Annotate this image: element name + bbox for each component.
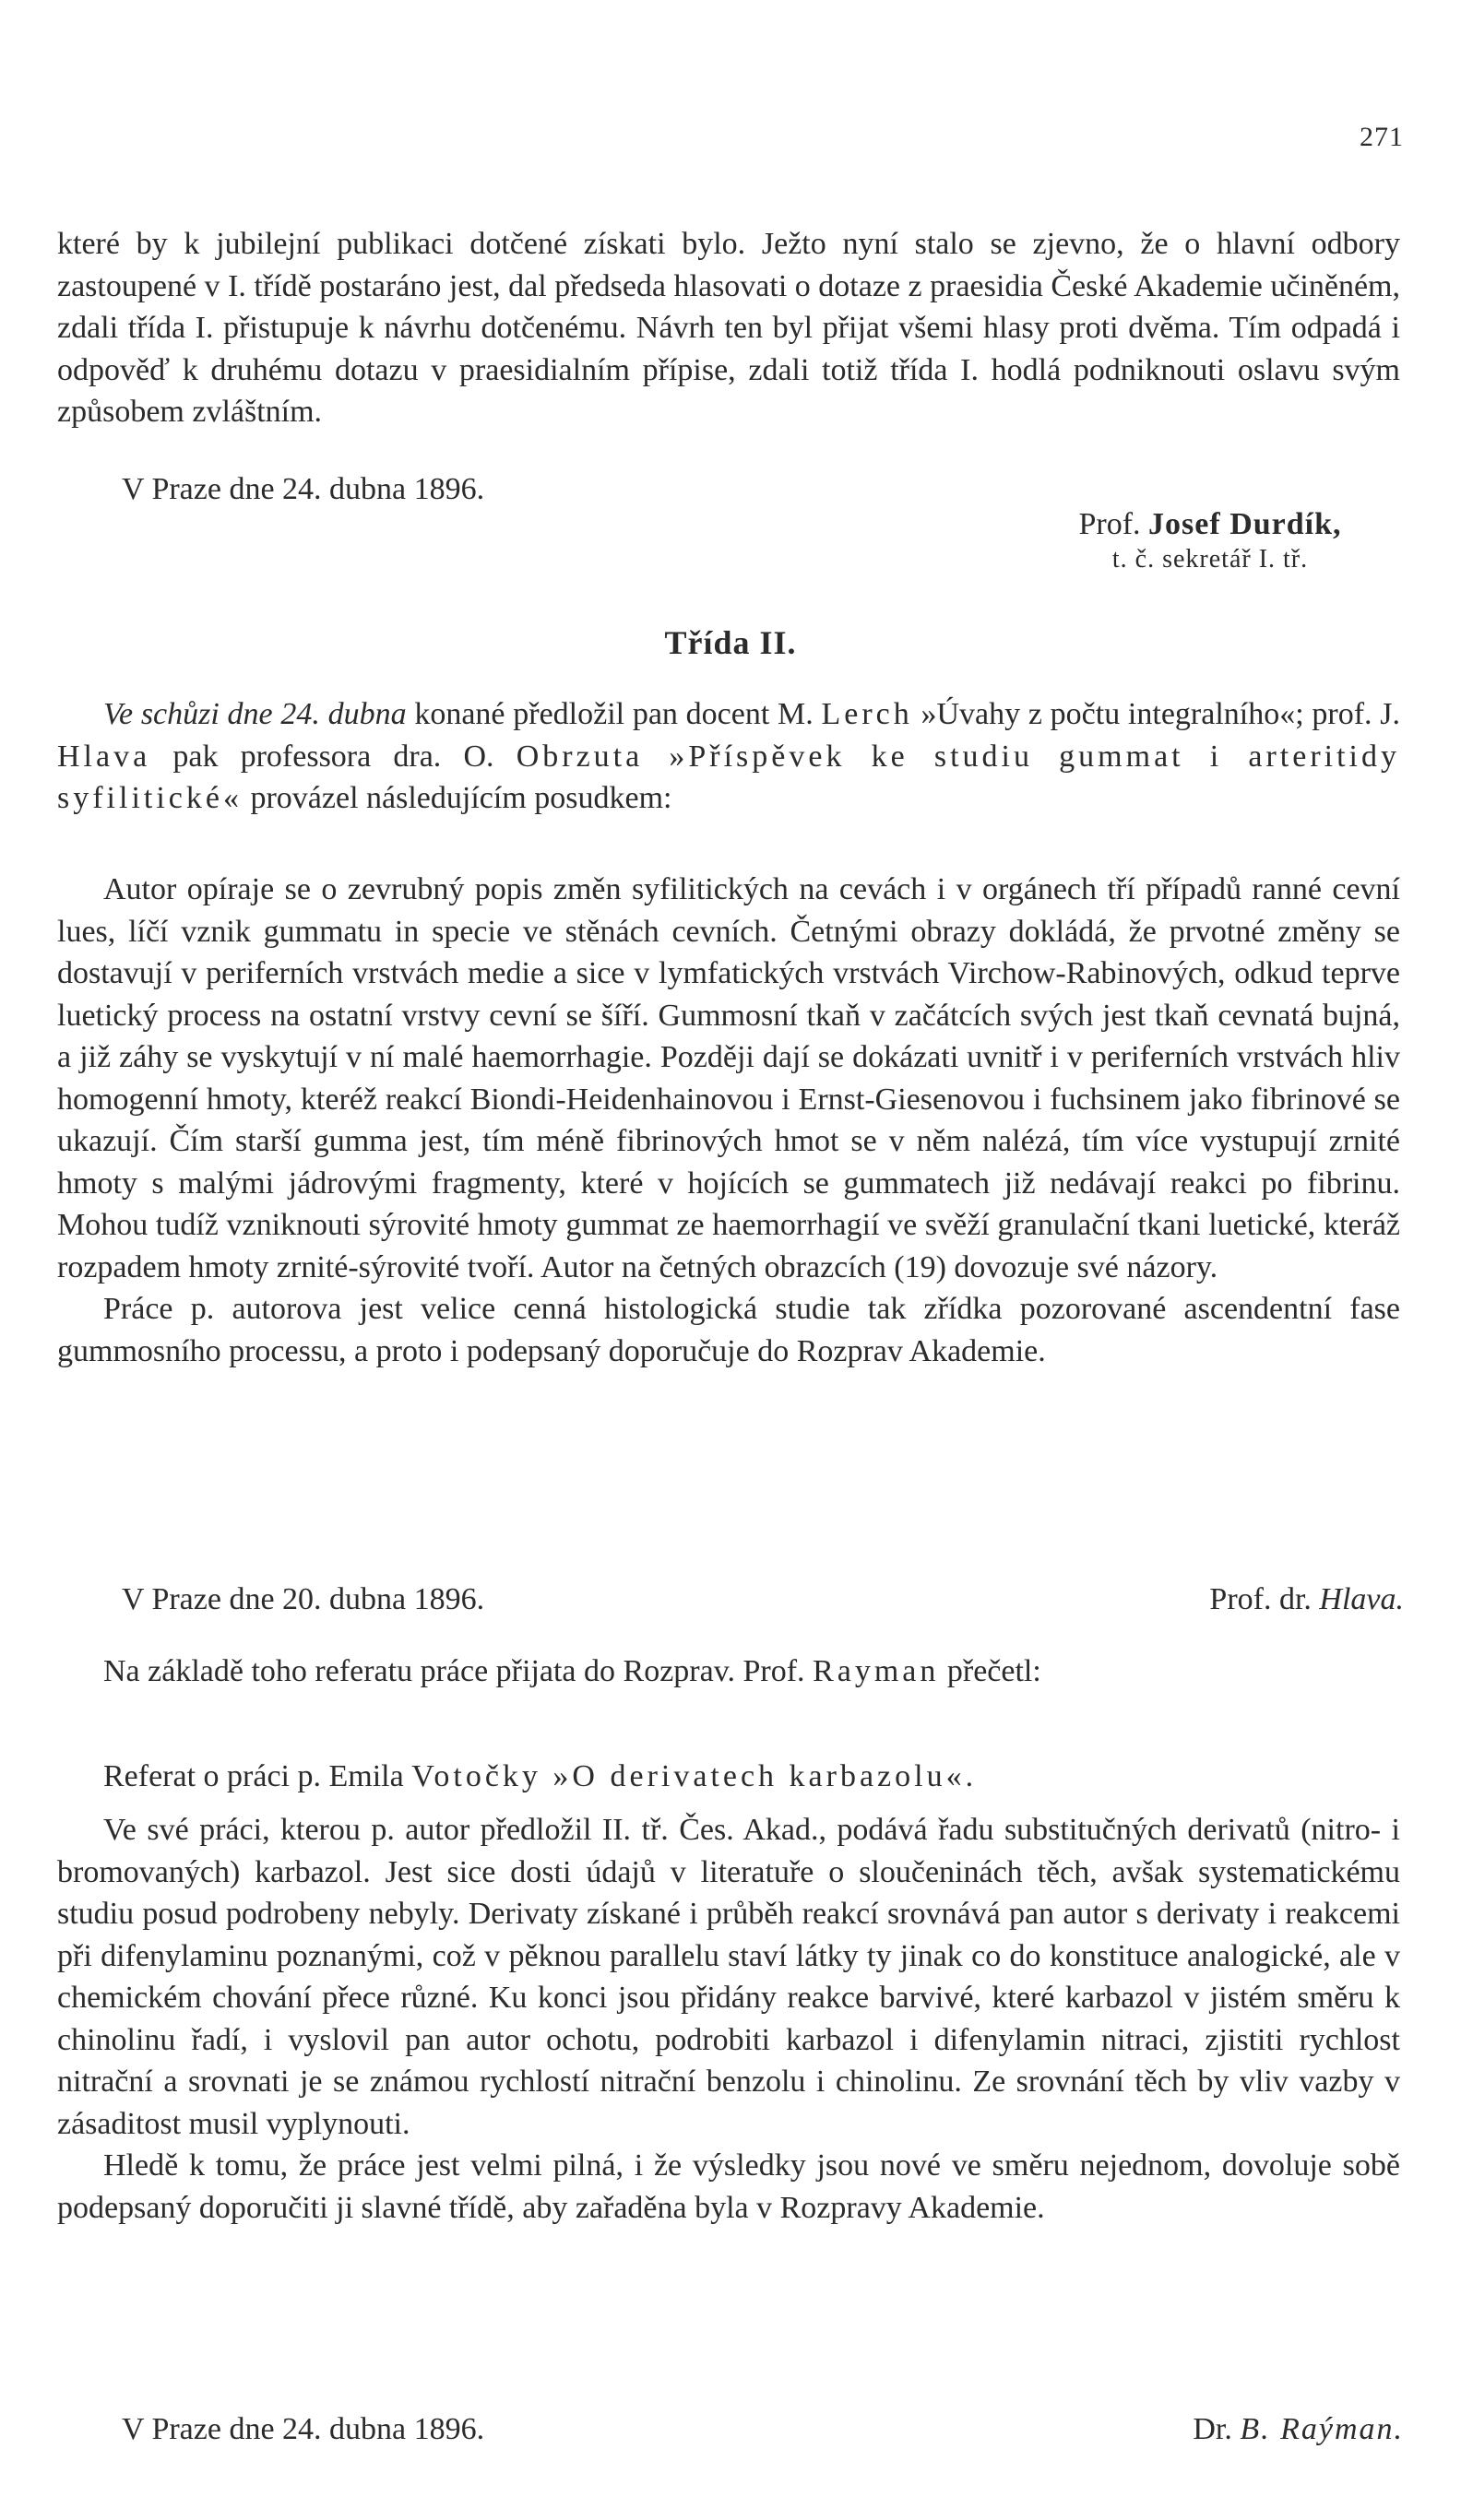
review-date: V Praze dne 20. dubna 1896.: [122, 1582, 485, 1616]
basis-block: [57, 1650, 1400, 1693]
review-sig-prefix: Prof. dr.: [1209, 1582, 1320, 1616]
author-name: Hlava: [57, 739, 151, 774]
reviewer-name: Rayman: [813, 1654, 940, 1688]
review-paragraph: Práce p. autorova jest velice cenná histologická studie tak zřídka pozorované ascendentní fase gummosního processu, a proto i podepsaný doporučuje do Rozprav Akademie.: [57, 1292, 1400, 1368]
referat-author: Votočky: [411, 1759, 541, 1793]
referat-sig-prefix: Dr.: [1193, 2412, 1241, 2446]
work-title: »Příspěvek ke studiu gummat i arteritidy syfilitické«: [57, 739, 1400, 815]
referat-signature: [1193, 2408, 1404, 2450]
session-date: Ve schůzi dne 24. dubna: [103, 697, 407, 731]
referat-sig-name: B. Raýman.: [1240, 2412, 1404, 2446]
referat-dateline: [122, 2408, 1404, 2450]
basis-text: přečetl:: [939, 1654, 1041, 1688]
referat-title: »O derivatech karbazolu«.: [540, 1759, 978, 1793]
review-dateline: [122, 1579, 1404, 1620]
signature-role: t. č. sekretář I. tř.: [1111, 545, 1309, 574]
review-paragraph: Autor opíraje se o zevrubný popis změn syfilitických na cevách i v orgánech tří případů ranné cevní lues, líčí vznik gummatu in specie ve stěnách cevních. Četnými obrazy dokládá, že prvotné změny se dostavují v periferních vrstvách medie a sice v lymfatických vrstvách Virchow-Rabinových, odkud teprve luetický process na ostatní vrstvy cevní se šíří. Gummosní tkaň v začátcích svých jest tkaň cevnatá bujná, a již záhy se vyskytují v ní malé haemorrhagie. Později dají se dokázati uvnitř i v periferních vrstvách hliv homogenní hmoty, kteréž reakcí Biondi-Heidenhainovou i Ernst-Giesenovou i fuchsinem jako fibrinové se ukazují. Čím starší gumma jest, tím méně fibrinových hmot se v něm nalézá, tím více vystupují zrnité hmoty s malými jádrovými fragmenty, které v hojících se gummatech již nedávají reakci po fibrinu. Mohou tudíž vzniknouti sýrovité hmoty gummat ze haemorrhagií ve svěží granulační tkani luetické, kteráž rozpadem hmoty zrnité-sýrovité tvoří. Autor na četných obrazcích (19) dovozuje své názory.: [57, 872, 1400, 1284]
basis-paragraph: [57, 1650, 1400, 1693]
class2-heading: Třída II.: [664, 624, 797, 661]
class2-intro: [57, 693, 1400, 820]
signature-name: Josef Durdík,: [1148, 507, 1342, 541]
referat-prefix: Referat o práci p. Emila: [103, 1759, 412, 1793]
review-block: [57, 869, 1400, 1372]
class1-paragraph-block: [57, 223, 1400, 433]
class1-date: V Praze dne 24. dubna 1896.: [122, 472, 485, 506]
basis-text: Na základě toho referatu práce přijata do Rozprav. Prof.: [103, 1654, 814, 1688]
referat-date: V Praze dne 24. dubna 1896.: [122, 2412, 485, 2446]
referat-paragraph: Ve své práci, kterou p. autor předložil II. tř. Čes. Akad., podává řadu substitučných derivatů (nitro- i bromovaných) karbazol. Jest sice dosti údajů v literatuře o sloučeninách těch, avšak systematickému studiu posud podrobeny nebyly. Derivaty získané i průběh reakcí srovnává pan autor s derivaty i reakcemi při difenylaminu poznanými, což v pěknou parallelu staví látky ty jinak co do konstituce analogické, ale v chemickém chování přece různé. Ku konci jsou přidány reakce barvivé, které karbazol v jistém směru k chinolinu řadí, i vyslovil pan autor ochotu, podrobiti karbazol i difenylamin nitraci, zjistiti rychlost nitrační a srovnati je se známou rychlostí nitrační benzolu i chinolinu. Ze srovnání těch by vliv vazby v zásaditost musil vyplynouti.: [57, 1813, 1400, 2141]
intro-text: »Úvahy z počtu integralního«; prof. J.: [912, 697, 1401, 731]
intro-text: konané předložil pan docent M.: [406, 697, 822, 731]
intro-text: pak professora dra. O.: [150, 739, 517, 774]
author-name: Obrzuta: [516, 739, 644, 774]
signature-title: Prof.: [1078, 507, 1141, 541]
class1-paragraph: které by k jubilejní publikaci dotčené získati bylo. Ježto nyní stalo se zjevno, že o hlavní odbory zastoupené v I. třídě postaráno jest, dal předseda hlasovati o dotaze z praesidia České Akademie učiněném, zdali třída I. přistupuje k návrhu dotčenému. Návrh ten byl přijat všemi hlasy proti dvěma. Tím odpadá i odpověď k druhému dotazu v praesidialním přípise, zdali totiž třída I. hodlá podniknouti oslavu svým způsobem zvláštním.: [57, 227, 1400, 429]
referat-block: [57, 1809, 1400, 2229]
review-signature: [1209, 1579, 1404, 1620]
referat-paragraph: Hledě k tomu, že práce jest velmi pilná, i že výsledky jsou nové ve směru nejednom, dovoluje sobě podepsaný doporučiti ji slavné třídě, aby zařaděna byla v Rozpravy Akademie.: [57, 2148, 1400, 2225]
intro-text: provázel následujícím posudkem:: [242, 781, 672, 815]
referat-heading: [57, 1756, 1400, 1798]
class1-signature: [1016, 505, 1404, 575]
page-number: 271: [1360, 122, 1404, 152]
referat-heading-block: [57, 1756, 1400, 1798]
review-sig-name: Hlava.: [1319, 1582, 1404, 1616]
class2-intro-block: [57, 693, 1400, 820]
author-name: Lerch: [821, 697, 913, 731]
